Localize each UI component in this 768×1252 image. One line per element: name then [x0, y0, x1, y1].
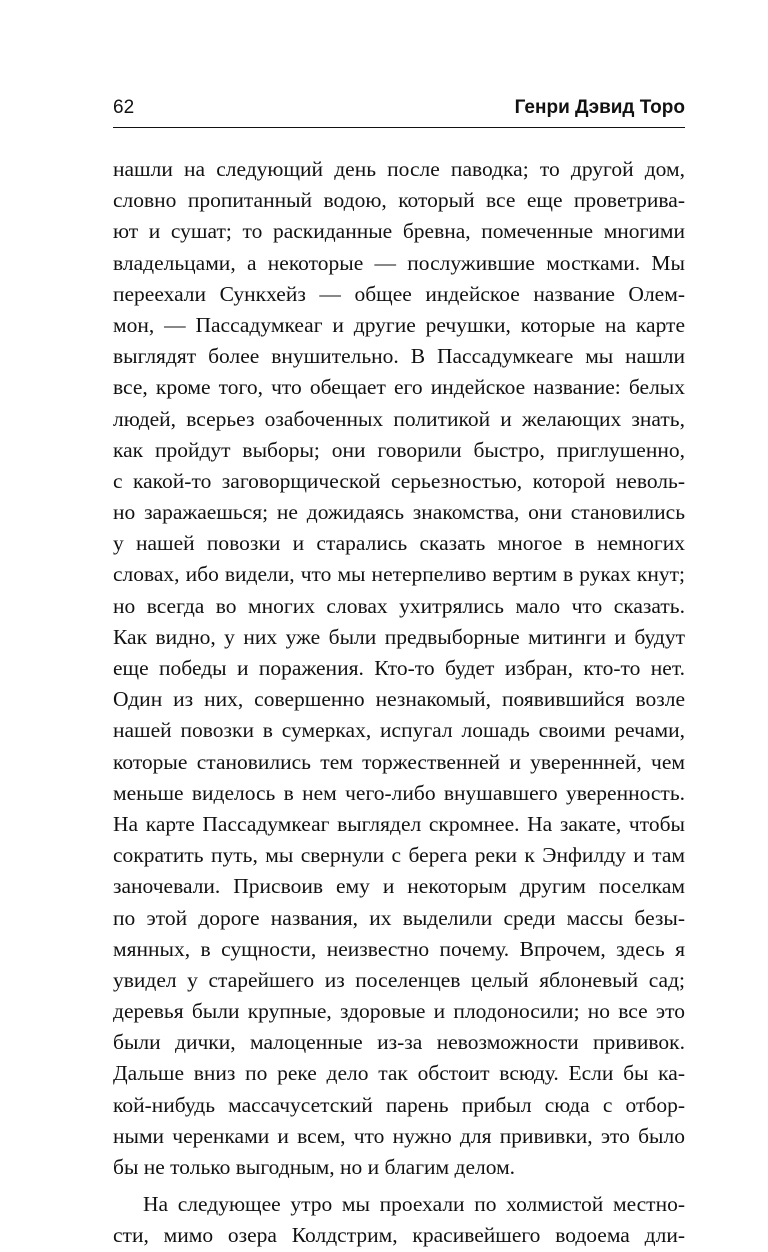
- text-line: Один из них, совершенно незнакомый, появившийся возле: [113, 687, 685, 712]
- text-line: но всегда во многих словах ухитрялись мало что сказать.: [113, 593, 685, 618]
- text-line: кой-нибудь массачусетский парень прибыл сюда с отбор-: [113, 1092, 685, 1117]
- text-line: бы не только выгодным, но и благим делом.: [113, 1155, 516, 1179]
- text-line: заночевали. Присвоив ему и некоторым другим поселкам: [113, 874, 685, 899]
- text-line: нашей повозки в сумерках, испугал лошадь своими речами,: [113, 718, 685, 743]
- body-text: [113, 154, 685, 1252]
- text-line: переехали Сункхейз — общее индейское название Олем-: [113, 281, 685, 306]
- text-line: Дальше вниз по реке дело так обстоит всюду. Если бы ка-: [113, 1061, 685, 1086]
- running-head: Генри Дэвид Торо: [514, 97, 685, 118]
- text-line: На карте Пассадумкеаг выглядел скромнее. На закате, чтобы: [113, 811, 685, 836]
- text-line: Как видно, у них уже были предвыборные митинги и будут: [113, 624, 685, 649]
- text-line: были дички, малоценные из-за невозможности прививок.: [113, 1030, 685, 1055]
- text-line: мон, — Пассадумкеаг и другие речушки, которые на карте: [113, 312, 685, 337]
- paragraph: [113, 154, 685, 1183]
- text-line: у нашей повозки и старались сказать многое в немногих: [113, 531, 685, 556]
- text-line: словах, ибо видели, что мы нетерпеливо вертим в руках кнут;: [113, 562, 685, 587]
- text-line: сти, мимо озера Колдстрим, красивейшего водоема дли-: [113, 1223, 685, 1248]
- text-line: все, кроме того, что обещает его индейское название: белых: [113, 375, 685, 400]
- text-line: мянных, в сущности, неизвестно почему. Впрочем, здесь я: [113, 936, 685, 961]
- text-line: увидел у старейшего из поселенцев целый яблоневый сад;: [113, 967, 685, 992]
- text-line: но заражаешься; не дожидаясь знакомства, они становились: [113, 500, 685, 525]
- text-line: меньше виделось в нем чего-либо внушавшего уверенность.: [113, 780, 685, 805]
- text-line: сократить путь, мы свернули с берега реки к Энфилду и там: [113, 843, 685, 868]
- page-header: [113, 97, 685, 128]
- text-line: владельцами, а некоторые — послужившие мостками. Мы: [113, 250, 685, 275]
- text-line: с какой-то заговорщической серьезностью, которой неволь-: [113, 468, 685, 493]
- text-line: На следующее утро мы проехали по холмистой местно-: [143, 1192, 685, 1217]
- text-line: по этой дороге названия, их выделили среди массы безы-: [113, 905, 685, 930]
- text-line: еще победы и поражения. Кто-то будет избран, кто-то нет.: [113, 656, 685, 680]
- text-line: выглядят более внушительно. В Пассадумкеаге мы нашли: [113, 344, 685, 369]
- text-line: ют и сушат; то раскиданные бревна, помеченные многими: [113, 219, 685, 244]
- page-number: 62: [113, 97, 135, 118]
- text-line: людей, всерьез озабоченных политикой и желающих знать,: [113, 406, 685, 431]
- text-line: ными черенками и всем, что нужно для прививки, это было: [113, 1123, 685, 1148]
- paragraph: [113, 1189, 685, 1251]
- text-line: как пройдут выборы; они говорили быстро, приглушенно,: [113, 437, 685, 462]
- text-line: нашли на следующий день после паводка; то другой дом,: [113, 157, 685, 181]
- text-line: которые становились тем торжественней и увереннней, чем: [113, 749, 685, 774]
- text-line: деревья были крупные, здоровые и плодоносили; но все это: [113, 999, 685, 1024]
- text-line: словно пропитанный водою, который все еще проветрива-: [113, 188, 685, 213]
